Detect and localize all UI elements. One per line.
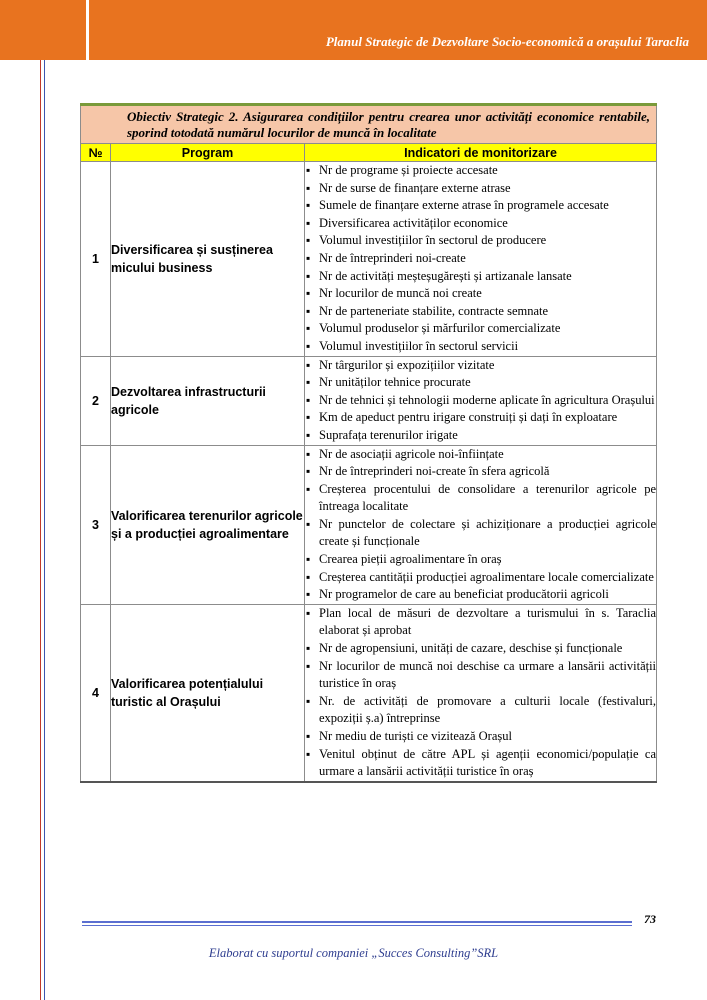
row-number: 2 xyxy=(81,356,111,445)
table-row xyxy=(81,162,657,357)
footer-rule-thin xyxy=(82,925,632,926)
table-row xyxy=(81,604,657,781)
footer-credit: Elaborat cu suportul companiei „Succes Consulting”SRL xyxy=(208,946,499,960)
left-margin-line-red xyxy=(40,60,41,1000)
indicator-item: ▪ Nr de activități meșteșugărești și artizanale lansate xyxy=(305,268,656,286)
indicator-item: ▪ Plan local de măsuri de dezvoltare a turismului în s. Taraclia elaborat și aprobat xyxy=(305,605,656,640)
objective-row xyxy=(81,105,657,144)
indicator-item: ▪ Nr de tehnici și tehnologii moderne aplicate în agricultura Orașului xyxy=(305,392,656,410)
page-number: 73 xyxy=(644,912,656,926)
indicator-item: ▪ Creșterea procentului de consolidare a terenurilor agricole pe întreaga localitate xyxy=(305,481,656,516)
program-name: Diversificarea și susținerea micului business xyxy=(111,162,305,357)
indicator-list xyxy=(305,605,656,781)
header-band xyxy=(0,0,707,60)
program-name: Valorificarea terenurilor agricole și a producției agroalimentare xyxy=(111,445,305,604)
indicator-item: ▪ Crearea pieții agroalimentare în oraș xyxy=(305,551,656,569)
indicator-item: ▪ Creșterea cantității producției agroalimentare locale comercializate xyxy=(305,569,656,587)
indicator-item: ▪ Km de apeduct pentru irigare construiți și dați în exploatare xyxy=(305,409,656,427)
page-header-title: Planul Strategic de Dezvoltare Socio-economică a orașului Taraclia xyxy=(325,34,689,49)
program-name: Valorificarea potențialului turistic al Orașului xyxy=(111,604,305,781)
indicator-item: ▪ Nr de parteneriate stabilite, contracte semnate xyxy=(305,303,656,321)
indicator-list-cell xyxy=(305,445,657,604)
indicator-list xyxy=(305,446,656,604)
indicator-item: ▪ Nr de surse de finanțare externe atrase xyxy=(305,180,656,198)
table-header-row xyxy=(81,144,657,162)
strategic-objective-table xyxy=(80,103,657,783)
indicator-item: ▪ Nr de întreprinderi noi-create în sfera agricolă xyxy=(305,463,656,481)
row-number: 3 xyxy=(81,445,111,604)
table-row xyxy=(81,356,657,445)
indicator-item: ▪ Nr unităților tehnice procurate xyxy=(305,374,656,392)
left-margin-line-blue xyxy=(44,60,45,1000)
indicator-item: ▪ Nr locurilor de muncă noi create xyxy=(305,285,656,303)
indicator-item: ▪ Nr locurilor de muncă noi deschise ca urmare a lansării activității turistice în oraș xyxy=(305,658,656,693)
footer-rule xyxy=(82,921,632,923)
indicator-list-cell xyxy=(305,162,657,357)
header-indicators: Indicatori de monitorizare xyxy=(305,144,657,162)
indicator-item: ▪ Venitul obținut de către APL și agenții economici/populație ca urmare a lansării activității turistice în oraș xyxy=(305,746,656,781)
objective-text: Obiectiv Strategic 2. Asigurarea condițiilor pentru crearea unor activități economice rentabile, sporind totodată numărul locurilor de muncă în localitate xyxy=(81,105,657,144)
indicator-item: ▪ Volumul investițiilor în sectorul servicii xyxy=(305,338,656,356)
indicator-item: ▪ Volumul investițiilor în sectorul de producere xyxy=(305,232,656,250)
header-separator xyxy=(86,0,89,60)
indicator-list-cell xyxy=(305,356,657,445)
program-name: Dezvoltarea infrastructurii agricole xyxy=(111,356,305,445)
indicator-list xyxy=(305,162,656,356)
indicator-item: ▪ Suprafața terenurilor irigate xyxy=(305,427,656,445)
indicator-list xyxy=(305,357,656,445)
indicator-item: ▪ Nr de asociații agricole noi-înființate xyxy=(305,446,656,464)
header-program: Program xyxy=(111,144,305,162)
indicator-item: ▪ Nr târgurilor și expozițiilor vizitate xyxy=(305,357,656,375)
indicator-item: ▪ Nr punctelor de colectare și achiziționare a producției agricole create și funcționale xyxy=(305,516,656,551)
indicator-item: ▪ Sumele de finanțare externe atrase în programele accesate xyxy=(305,197,656,215)
indicator-item: ▪ Nr programelor de care au beneficiat producătorii agricoli xyxy=(305,586,656,604)
header-num: № xyxy=(81,144,111,162)
row-number: 1 xyxy=(81,162,111,357)
indicator-item: ▪ Volumul produselor și mărfurilor comercializate xyxy=(305,320,656,338)
indicator-item: ▪ Nr de programe și proiecte accesate xyxy=(305,162,656,180)
indicator-item: ▪ Nr. de activități de promovare a culturii locale (festivaluri, expoziții ș.a) întreprinse xyxy=(305,693,656,728)
row-number: 4 xyxy=(81,604,111,781)
indicator-item: ▪ Nr de întreprinderi noi-create xyxy=(305,250,656,268)
table-row xyxy=(81,445,657,604)
indicator-item: ▪ Diversificarea activităților economice xyxy=(305,215,656,233)
indicator-item: ▪ Nr mediu de turiști ce vizitează Orașul xyxy=(305,728,656,746)
indicator-item: ▪ Nr de agropensiuni, unități de cazare, deschise și funcționale xyxy=(305,640,656,658)
indicator-list-cell xyxy=(305,604,657,781)
